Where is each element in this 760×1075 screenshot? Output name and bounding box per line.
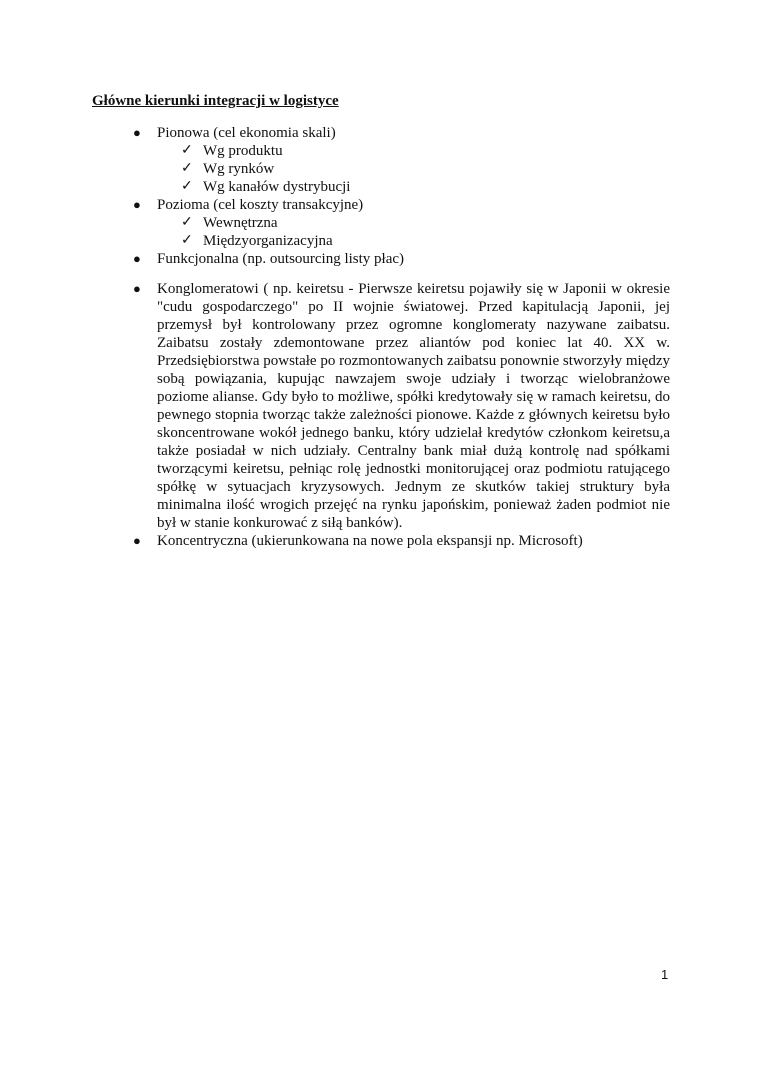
checkmark-icon: ✓ <box>181 215 193 230</box>
checkmark-icon: ✓ <box>181 233 193 248</box>
item-label: Pionowa (cel ekonomia skali) <box>157 125 336 141</box>
list-item-funkcjonalna <box>133 250 670 268</box>
checkmark-icon: ✓ <box>181 161 193 176</box>
bullet-icon: ● <box>133 281 141 296</box>
checkmark-icon: ✓ <box>181 143 193 158</box>
sublist-item <box>181 214 670 232</box>
bullet-icon: ● <box>133 251 141 266</box>
item-label: Funkcjonalna (np. outsourcing listy płac) <box>157 251 405 267</box>
sublist-item <box>181 178 670 196</box>
document-title: Główne kierunki integracji w logistyce <box>92 93 339 109</box>
page-number: 1 <box>661 967 669 982</box>
konglomeratowi-paragraph: Konglomeratowi ( np. keiretsu - Pierwsze keiretsu pojawiły się w Japonii w okresie "cudu gospodarczego" po II wojnie światowej. Przed kapitulacją Japonii, jej przemysł był kontrolowany przez ogromne konglomeraty nazywane zaibatsu. Zaibatsu zostały zdemontowane przez aliantów pod koniec lat 40. XX w. Przedsiębiorstwa powstałe po rozmontowanych zaibatsu ponownie stworzyły między sobą powiązania, kupując nawzajem swoje udziały i tworząc wielobranżowe poziome alianse. Gdy było to możliwe, spółki kredytowały się w ramach keiretsu, do pewnego stopnia tworząc także zależności pionowe. Każde z głównych keiretsu było skoncentrowane wokół jednego banku, który udzielał kredytów członkom keiretsu,a także posiadał w nich udziały. Centralny bank miał dużą kontrolę nad spółkami tworzącymi keiretsu, pełniąc rolę jednostki monitorującej oraz podmiotu ratującego spółkę w sytuacjach kryzysowych. Jednym ze skutków takiej struktury była minimalna ilość wrogich przejęć na rynku japońskim, ponieważ żaden podmiot nie był w stanie konkurować z siłą banków). <box>157 281 670 531</box>
integration-list <box>133 124 670 550</box>
checkmark-icon: ✓ <box>181 179 193 194</box>
sublist-item <box>181 142 670 160</box>
sublist-item <box>181 232 670 250</box>
sublist-pozioma <box>157 214 670 250</box>
sublist-item-label: Wg rynków <box>203 161 275 177</box>
list-item-pozioma <box>133 196 670 250</box>
sublist-item-label: Wewnętrzna <box>203 215 278 231</box>
bullet-icon: ● <box>133 125 141 140</box>
list-item-koncentryczna <box>133 532 670 550</box>
list-item-konglomeratowi <box>133 280 670 532</box>
sublist-item-label: Międzyorganizacyjna <box>203 233 333 249</box>
list-item-pionowa <box>133 124 670 196</box>
bullet-icon: ● <box>133 533 141 548</box>
sublist-item-label: Wg kanałów dystrybucji <box>203 179 351 195</box>
sublist-pionowa <box>157 142 670 196</box>
item-label: Pozioma (cel koszty transakcyjne) <box>157 197 364 213</box>
sublist-item-label: Wg produktu <box>203 143 283 159</box>
bullet-icon: ● <box>133 197 141 212</box>
item-label: Koncentryczna (ukierunkowana na nowe pola ekspansji np. Microsoft) <box>157 533 583 549</box>
sublist-item <box>181 160 670 178</box>
